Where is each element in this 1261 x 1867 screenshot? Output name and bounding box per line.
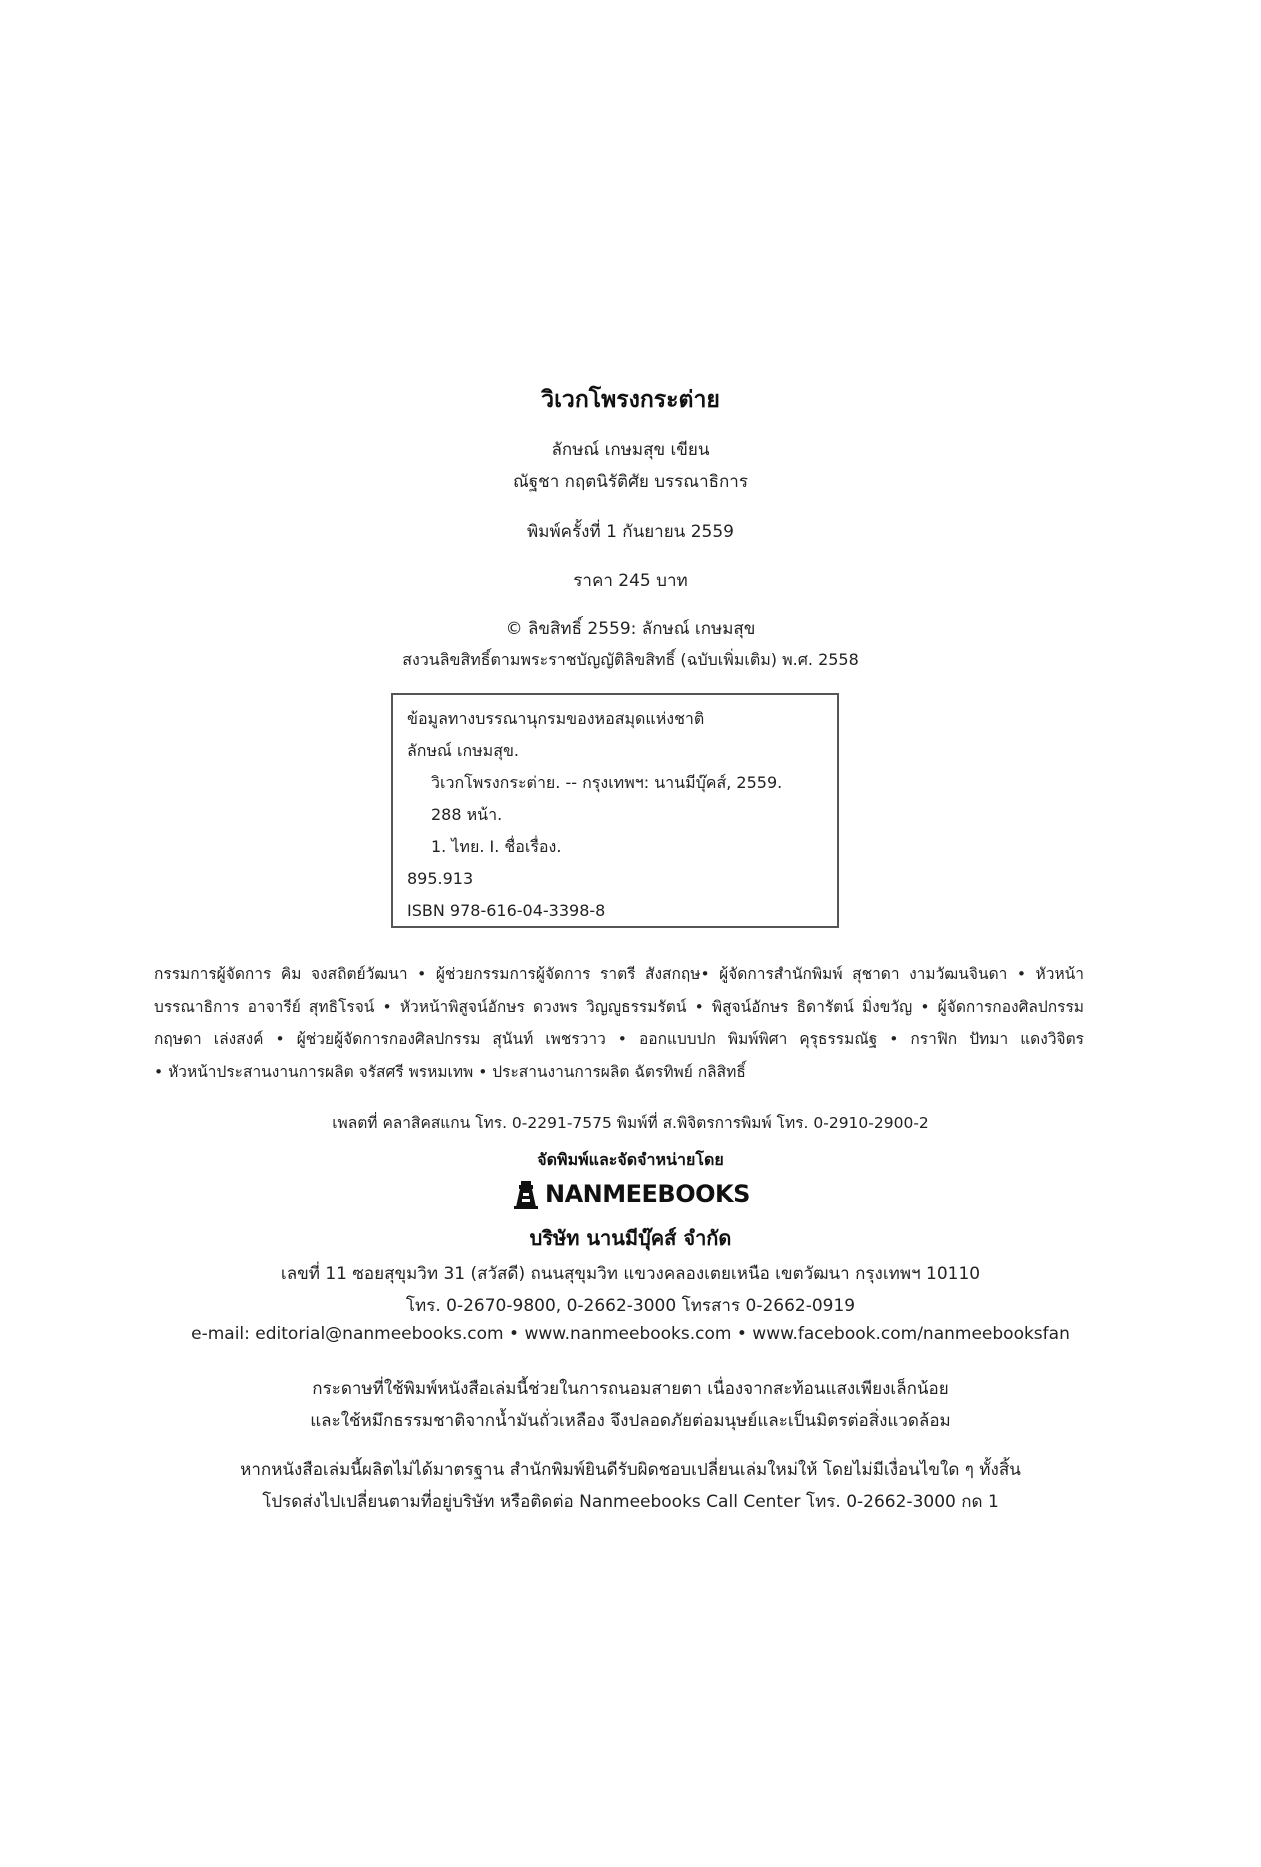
replacement-note-line: หากหนังสือเล่มนี้ผลิตไม่ได้มาตรฐาน สำนักพิมพ์ยินดีรับผิดชอบเปลี่ยนเล่มใหม่ให้ โดยไม่มีเงื่อนไขใด ๆ ทั้งสิ้น (240, 1460, 1021, 1480)
cip-pages: 288 หน้า. (431, 805, 503, 824)
paper-note-line: และใช้หมึกธรรมชาติจากน้ำมันถั่วเหลือง จึงปลอดภัยต่อมนุษย์และเป็นมิตรต่อสิ่งแวดล้อม (310, 1411, 951, 1431)
cataloging-data-box (391, 693, 839, 928)
nanmeebooks-logo-icon (513, 1179, 539, 1209)
staff-line: บรรณาธิการ อาจารีย์ สุทธิโรจน์ • หัวหน้าพิสูจน์อักษร ดวงพร วิญญูธรรมรัตน์ • พิสูจน์อักษร ธิดารัตน์ มิ่งขวัญ • ผู้จัดการกองศิลปกรรม (154, 997, 1084, 1016)
staff-line: กฤษดา เล่งสงค์ • ผู้ช่วยผู้จัดการกองศิลปกรรม สุนันท์ เพชรวาว • ออกแบบปก พิมพ์พิศา คุรุธรรมณัฐ • กราฟิก ปัทมา แดงวิจิตร (154, 1030, 1084, 1048)
book-title: วิเวกโพรงกระต่าย (541, 387, 720, 413)
staff-line: • หัวหน้าประสานงานการผลิต จรัสศรี พรหมเทพ • ประสานงานการผลิต ฉัตรทิพย์ กลิสิทธิ์ (154, 1062, 746, 1081)
rights-line: สงวนลิขสิทธิ์ตามพระราชบัญญัติลิขสิทธิ์ (ฉบับเพิ่มเติม) พ.ศ. 2558 (402, 650, 859, 669)
publisher-label: จัดพิมพ์และจัดจำหน่ายโดย (537, 1150, 724, 1169)
staff-line: กรรมการผู้จัดการ คิม จงสถิตย์วัฒนา • ผู้ช่วยกรรมการผู้จัดการ ราตรี สังสกฤษ• ผู้จัดการสำนักพิมพ์ สุชาดา งามวัฒนจินดา • หัวหน้า (154, 965, 1084, 983)
printing-info: เพลตที่ คลาสิคสแกน โทร. 0-2291-7575 พิมพ์ที่ ส.พิจิตรการพิมพ์ โทร. 0-2910-2900-2 (332, 1114, 929, 1132)
publisher-name: บริษัท นานมีบุ๊คส์ จำกัด (529, 1226, 732, 1250)
cip-heading: ข้อมูลทางบรรณานุกรมของหอสมุดแห่งชาติ (407, 709, 705, 728)
paper-note-line: กระดาษที่ใช้พิมพ์หนังสือเล่มนี้ช่วยในการถนอมสายตา เนื่องจากสะท้อนแสงเพียงเล็กน้อย (312, 1379, 949, 1399)
cip-title: วิเวกโพรงกระต่าย. -- กรุงเทพฯ: นานมีบุ๊คส์, 2559. (431, 773, 783, 792)
publisher-online: e-mail: editorial@nanmeebooks.com • www.nanmeebooks.com • www.facebook.com/nanmeebooksfan (191, 1324, 1070, 1344)
publisher-address: เลขที่ 11 ซอยสุขุมวิท 31 (สวัสดี) ถนนสุขุมวิท แขวงคลองเตยเหนือ เขตวัฒนา กรุงเทพฯ 10110 (280, 1264, 981, 1284)
copyright-line: © ลิขสิทธิ์ 2559: ลักษณ์ เกษมสุข (505, 619, 756, 639)
cip-classification: 895.913 (407, 869, 474, 888)
nanmeebooks-logo (513, 1178, 750, 1210)
edition-line: พิมพ์ครั้งที่ 1 กันยายน 2559 (527, 522, 734, 542)
replacement-note-line: โปรดส่งไปเปลี่ยนตามที่อยู่บริษัท หรือติดต่อ Nanmeebooks Call Center โทร. 0-2662-3000 กด 1 (262, 1492, 999, 1512)
publisher-phone: โทร. 0-2670-9800, 0-2662-3000 โทรสาร 0-2662-0919 (405, 1296, 856, 1316)
staff-credits (154, 958, 1084, 1088)
price-line: ราคา 245 บาท (573, 571, 688, 591)
cip-subject: 1. ไทย. I. ชื่อเรื่อง. (431, 837, 562, 856)
cip-isbn: ISBN 978-616-04-3398-8 (407, 901, 606, 920)
cip-author: ลักษณ์ เกษมสุข. (407, 741, 520, 760)
logo-wordmark: NANMEEBOOKS (545, 1180, 750, 1208)
editor-line: ณัฐชา กฤตนิรัติศัย บรรณาธิการ (513, 472, 748, 492)
author-line: ลักษณ์ เกษมสุข เขียน (551, 440, 710, 460)
